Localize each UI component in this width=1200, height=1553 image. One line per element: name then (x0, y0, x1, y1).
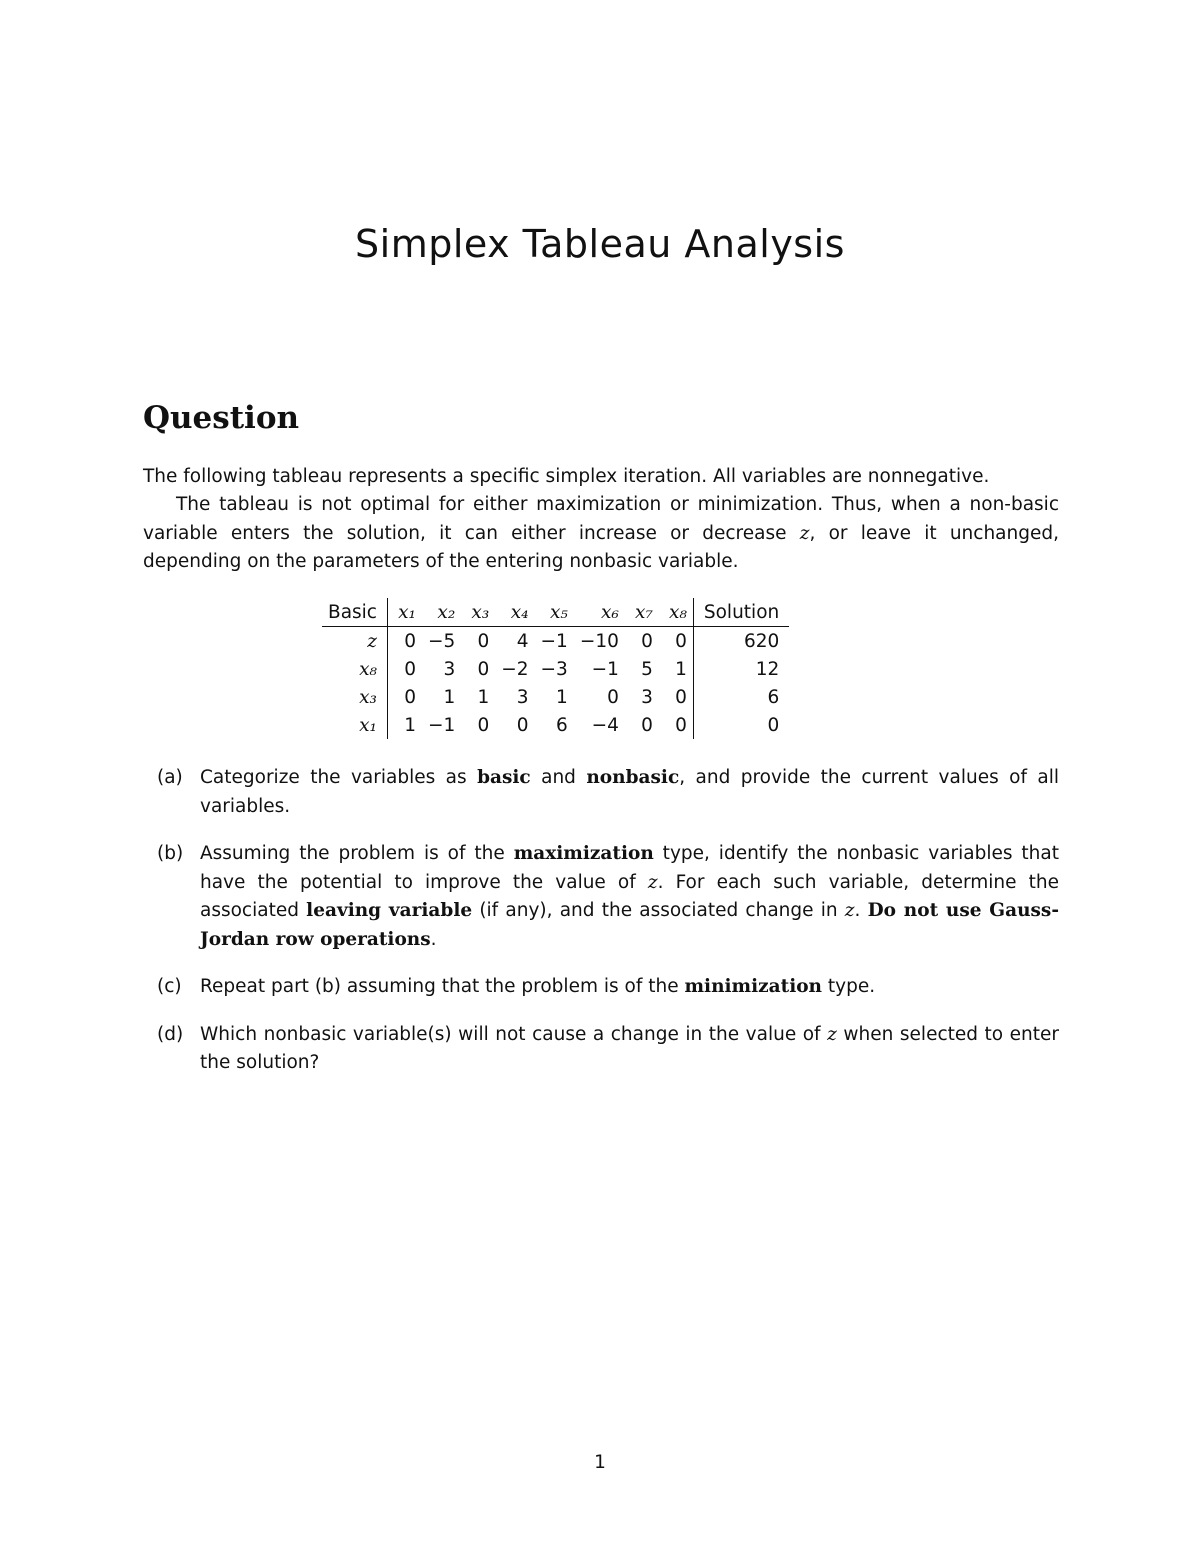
header-solution: Solution (693, 598, 789, 627)
z-symbol: z (827, 1023, 837, 1045)
table-cell: 0 (477, 714, 490, 736)
question-text: Which nonbasic variable(s) will not cause a change in the value of (200, 1023, 828, 1045)
table-cell: 0 (404, 686, 416, 708)
basic-cell: x₃ (322, 683, 387, 711)
basic-cell: x₁ (322, 711, 387, 739)
table-row (322, 683, 789, 711)
section-heading: Question (143, 400, 300, 436)
header-basic: Basic (322, 598, 387, 627)
table-cell: −1 (427, 714, 456, 736)
table-cell: 3 (641, 686, 653, 708)
z-symbol: z (844, 900, 855, 921)
bold-term: minimization (684, 976, 823, 997)
question-text: type. (822, 976, 876, 997)
header-x8: x₈ (659, 598, 694, 627)
question-text: Categorize the variables as (200, 767, 478, 788)
table-cell: −10 (579, 630, 619, 652)
table-cell: 1 (675, 658, 687, 680)
header-x4: x₄ (495, 598, 534, 627)
z-symbol: z (799, 522, 810, 544)
table-cell: 0 (477, 658, 490, 680)
solution-cell: 6 (693, 683, 789, 711)
question-item-a (143, 764, 1059, 821)
question-text: . (430, 928, 437, 950)
table-cell: 0 (641, 630, 653, 652)
question-text: when selected to enter the solution? (200, 1023, 1059, 1073)
table-cell: 0 (675, 714, 687, 736)
question-text: (if any), and the associated change in (472, 900, 845, 921)
question-item-d (143, 1021, 1059, 1078)
intro-text: The tableau is not optimal for either maximization or minimization. Thus, when a non-basic variable enters the solution, it can either increase or decrease (143, 494, 1059, 544)
table-cell: 1 (556, 686, 568, 708)
bold-term: basic (477, 767, 531, 788)
table-cell: 0 (516, 714, 529, 736)
question-text: and (530, 767, 587, 788)
table-cell: 1 (477, 686, 490, 708)
basic-cell: z (322, 627, 387, 656)
table-cell: 0 (477, 630, 490, 652)
table-cell: −3 (540, 658, 568, 680)
header-x6: x₆ (574, 598, 625, 627)
question-label: (c) (157, 976, 182, 997)
bold-term: leaving variable (306, 900, 473, 921)
table-cell: 0 (675, 686, 687, 708)
table-cell: −5 (427, 630, 456, 652)
question-text: . (854, 900, 868, 921)
tableau-header-row (322, 598, 789, 627)
question-text: , and provide the current values of all variables. (200, 767, 1059, 817)
bold-term: Do not use Gauss-Jordan row operations (200, 900, 1060, 950)
solution-cell: 620 (693, 627, 789, 656)
table-cell: 0 (404, 658, 416, 680)
intro-paragraph-2 (143, 491, 1059, 577)
header-x3: x₃ (461, 598, 495, 627)
table-cell: 1 (443, 686, 456, 708)
solution-cell: 0 (693, 711, 789, 739)
intro-text: , or leave it unchanged, depending on the parameters of the entering nonbasic variable. (143, 522, 1059, 572)
question-text: . For each such variable, determine the associated (200, 871, 1059, 921)
solution-cell: 12 (693, 655, 789, 683)
question-list (143, 764, 1059, 1097)
header-x5: x₅ (535, 598, 574, 627)
question-text: Repeat part (b) assuming that the problem is of the (200, 976, 685, 997)
table-cell: −1 (591, 658, 619, 680)
table-cell: 0 (404, 630, 416, 652)
page-number: 1 (594, 1452, 606, 1473)
question-text: Assuming the problem is of the (200, 843, 514, 864)
header-x2: x₂ (422, 598, 461, 627)
table-row (322, 711, 789, 739)
table-cell: 0 (675, 630, 687, 652)
table-cell: 1 (404, 714, 416, 736)
intro-paragraph-1: The following tableau represents a specific simplex iteration. All variables are nonnegative. (143, 466, 990, 487)
table-cell: 6 (556, 714, 568, 736)
question-label: (b) (157, 843, 184, 864)
table-cell: 4 (516, 630, 529, 652)
table-row (322, 627, 789, 656)
question-item-c (143, 973, 1059, 1002)
table-row (322, 655, 789, 683)
table-cell: 3 (443, 658, 456, 680)
question-item-b (143, 840, 1059, 954)
z-symbol: z (647, 871, 658, 893)
table-cell: −2 (501, 658, 529, 680)
header-x7: x₇ (625, 598, 659, 627)
page-title: Simplex Tableau Analysis (355, 222, 845, 266)
header-x1: x₁ (387, 598, 422, 627)
bold-term: maximization (513, 843, 654, 864)
table-cell: −4 (591, 714, 619, 736)
table-cell: 3 (516, 686, 529, 708)
table-cell: 5 (641, 658, 653, 680)
table-cell: 0 (641, 714, 653, 736)
table-cell: −1 (540, 630, 568, 652)
bold-term: nonbasic (586, 767, 680, 788)
basic-cell: x₈ (322, 655, 387, 683)
table-cell: 0 (607, 686, 619, 708)
question-label: (d) (157, 1023, 184, 1045)
simplex-tableau (322, 598, 789, 739)
question-label: (a) (157, 767, 183, 788)
question-text: type, identify the nonbasic variables that have the potential to improve the value of (200, 843, 1060, 893)
